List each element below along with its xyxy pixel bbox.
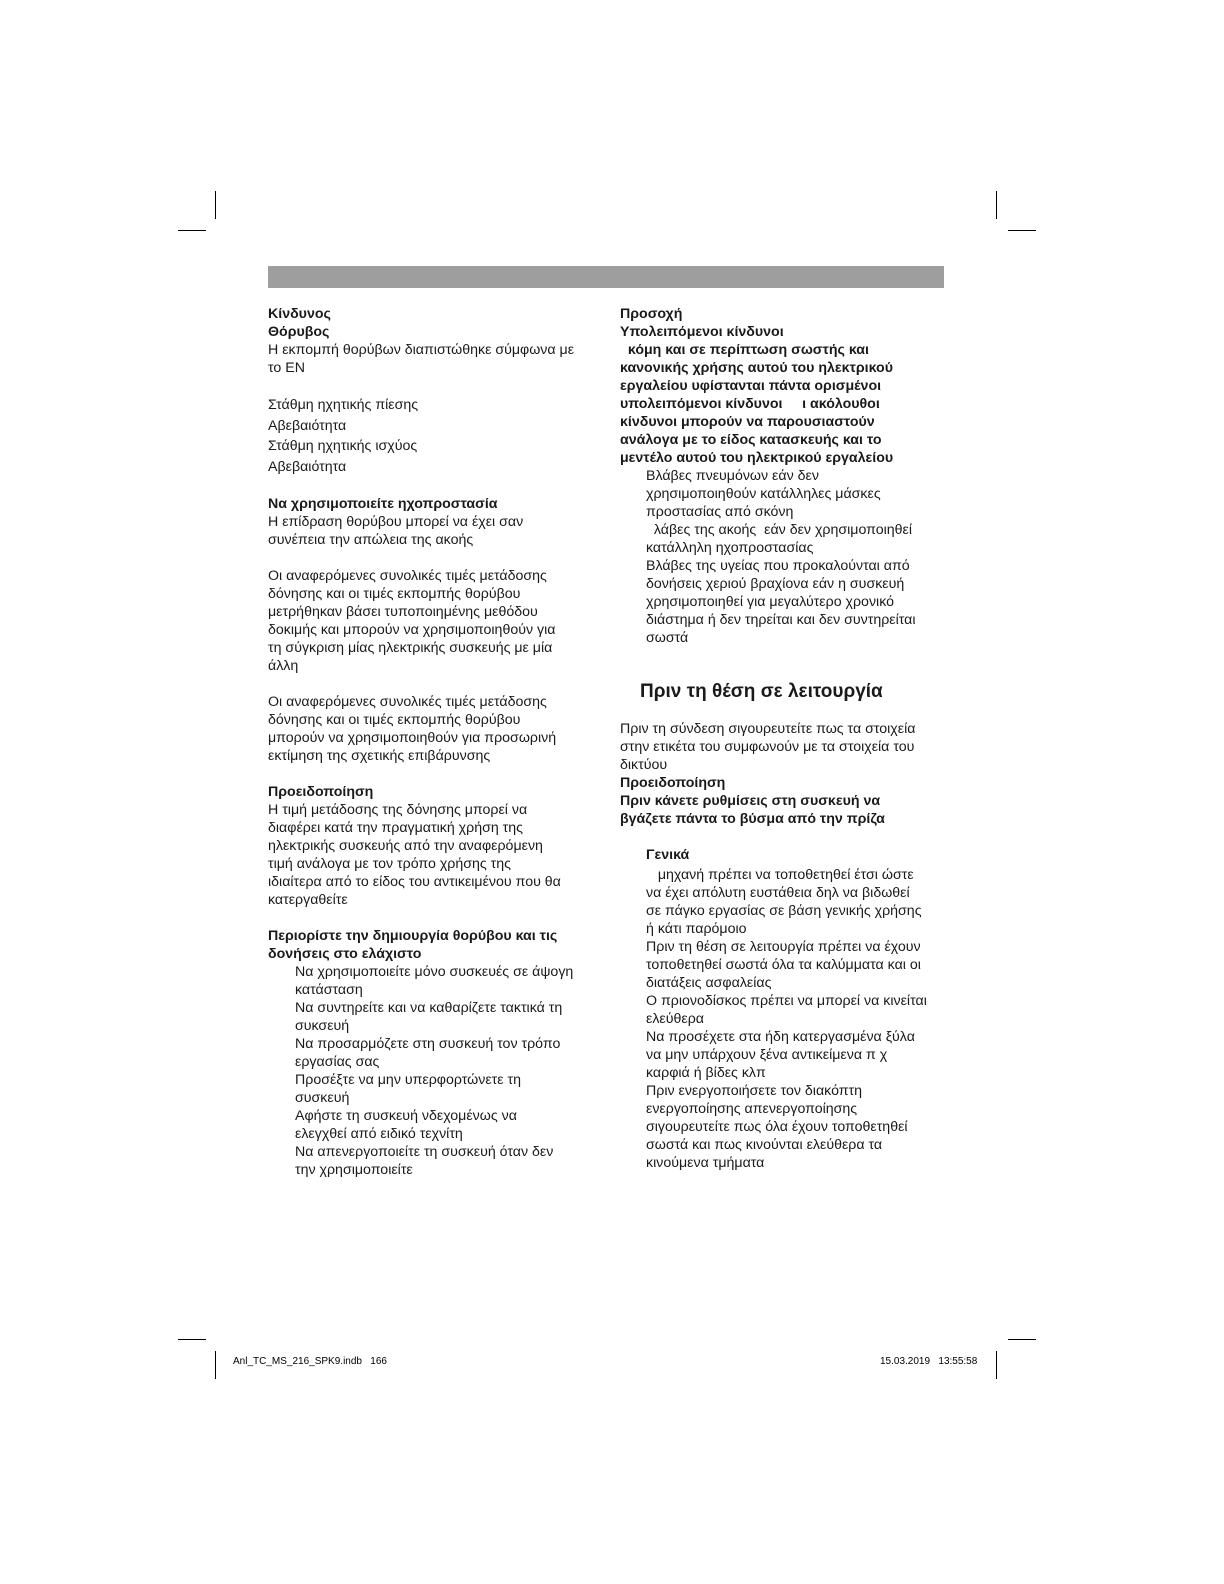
footer-datetime: 15.03.2019 13:55:58 — [880, 1356, 978, 1367]
bold-line: κίνδυνοι μπορούν να παρουσιαστούν — [620, 414, 875, 430]
text-line: δόνησης και οι τιμές εκπομπής θορύβου — [268, 586, 521, 602]
spec-label: Στάθμη ηχητικής ισχύος — [268, 438, 418, 454]
bold-line: υπολειπόμενοι κίνδυνοι ι ακόλουθοι — [620, 396, 880, 412]
list-item: κατάσταση — [295, 982, 363, 998]
crop-mark — [996, 191, 997, 219]
list-item: Να προσέχετε στα ήδη κατεργασμένα ξύλα — [646, 1029, 915, 1045]
bold-line: κανονικής χρήσης αυτού του ηλεκτρικού — [620, 360, 893, 376]
limit-heading: Περιορίστε την δημιουργία θορύβου και τις — [268, 928, 558, 944]
list-item: καρφιά ή βίδες κλπ — [646, 1065, 766, 1081]
bold-line: ανάλογα με το είδος κατασκευής και το — [620, 432, 882, 448]
list-item: σε πάγκο εργασίας σε βάση γενικής χρήσης — [646, 903, 922, 919]
warning-heading: Προειδοποίηση — [268, 784, 374, 800]
text-line: το EN — [268, 360, 305, 376]
text-line: Οι αναφερόμενες συνολικές τιμές μετάδοσης — [268, 694, 547, 710]
list-item: Βλάβες πνευμόνων εάν δεν — [646, 468, 819, 484]
list-item: μηχανή πρέπει να τοποθετηθεί έτσι ώστε — [646, 867, 914, 883]
text-line: διαφέρει κατά την πραγματική χρήση της — [268, 820, 524, 836]
right-column — [620, 305, 945, 1172]
list-item: ενεργοποίησης απενεργοποίησης — [646, 1101, 858, 1117]
text-line: εκτίμηση της σχετικής επιβάρυνσης — [268, 748, 491, 764]
list-item: συσκευή — [295, 1090, 350, 1106]
text-line: άλλη — [268, 658, 299, 674]
bold-line: Πριν κάνετε ρυθμίσεις στη συσκευή να — [620, 793, 881, 809]
list-item: να έχει απόλυτη ευστάθεια δηλ να βιδωθεί — [646, 885, 910, 901]
text-line: τιμή ανάλογα με τον τρόπο χρήσης της — [268, 856, 511, 872]
list-item: Πριν ενεργοποιήσετε τον διακόπτη — [646, 1083, 863, 1099]
list-item: Να απενεργοποιείτε τη συσκευή όταν δεν — [295, 1144, 554, 1160]
text-line: Η επίδραση θορύβου μπορεί να έχει σαν — [268, 514, 524, 530]
text-line: Πριν τη σύνδεση σιγουρευτείτε πως τα στοιχεία — [620, 721, 916, 737]
text-line: κατεργαθείτε — [268, 892, 348, 908]
list-item: διατάξεις ασφαλείας — [646, 975, 772, 991]
text-line: Η εκπομπή θορύβων διαπιστώθηκε σύμφωνα με — [268, 342, 575, 358]
danger-heading: Κίνδυνος — [268, 306, 331, 322]
text-line: δικτύου — [620, 757, 668, 773]
text-line: μετρήθηκαν βάσει τυποποιημένης μεθόδου — [268, 604, 538, 620]
list-item: διάστημα ή δεν τηρείται και δεν συντηρείται — [646, 612, 916, 628]
bold-line: μεντέλο αυτού του ηλεκτρικού εργαλείου — [620, 450, 894, 466]
list-item: λάβες της ακοής εάν δεν χρησιμοποιηθεί — [646, 522, 913, 538]
list-item: ελεγχθεί από ειδικό τεχνίτη — [295, 1126, 463, 1142]
text-line: δόνησης και οι τιμές εκπομπής θορύβου — [268, 712, 521, 728]
bold-line: εργαλείου υφίστανται πάντα ορισμένοι — [620, 378, 882, 394]
left-column — [268, 305, 598, 1179]
crop-mark — [1008, 230, 1036, 231]
spec-label: Αβεβαιότητα — [268, 458, 347, 475]
text-line: μπορούν να χρησιμοποιηθούν για προσωρινή — [268, 730, 557, 746]
list-item: χρησιμοποιηθεί για μεγαλύτερο χρονικό — [646, 594, 895, 610]
list-item: χρησιμοποιηθούν κατάλληλες μάσκες — [646, 486, 881, 502]
list-item: να μην υπάρχουν ξένα αντικείμενα π χ — [646, 1047, 888, 1063]
bold-line: κόμη και σε περίπτωση σωστής και — [620, 342, 869, 358]
text-line: Η τιμή μετάδοσης της δόνησης μπορεί να — [268, 802, 528, 818]
warning-heading: Προειδοποίηση — [620, 775, 726, 791]
list-item: ή κάτι παρόμοιο — [646, 921, 747, 937]
footer-file: Anl_TC_MS_216_SPK9.indb 166 — [233, 1356, 387, 1367]
crop-mark — [178, 230, 206, 231]
general-heading: Γενικά — [646, 847, 690, 863]
attention-heading: Προσοχή — [620, 306, 683, 322]
text-line: Οι αναφερόμενες συνολικές τιμές μετάδοσης — [268, 568, 547, 584]
list-item: Βλάβες της υγείας που προκαλούνται από — [646, 558, 910, 574]
list-item: τοποθετηθεί σωστά όλα τα καλύμματα και οι — [646, 957, 921, 973]
list-item: συκσευή — [295, 1018, 350, 1034]
list-item: κινούμενα τμήματα — [646, 1155, 765, 1171]
list-item: σωστά και πως κινούνται ελεύθερα τα — [646, 1137, 883, 1153]
spec-label: Στάθμη ηχητικής πίεσης — [268, 397, 419, 413]
spec-label: Αβεβαιότητα — [268, 417, 347, 434]
text-line: ηλεκτρικής συσκευής από την αναφερόμενη — [268, 838, 543, 854]
crop-mark — [178, 1339, 206, 1340]
list-item: Να χρησιμοποιείτε μόνο συσκευές σε άψογη — [295, 964, 574, 980]
list-item: κατάλληλη ηχοπροστασίας — [646, 540, 814, 556]
limit-list — [268, 963, 598, 1179]
list-item: Να προσαρμόζετε στη συσκευή τον τρόπο — [295, 1036, 561, 1052]
list-item: εργασίας σας — [295, 1054, 380, 1070]
list-item: ελεύθερα — [646, 1011, 704, 1027]
crop-mark — [215, 191, 216, 219]
list-item: σωστά — [646, 630, 689, 646]
crop-mark — [1008, 1339, 1036, 1340]
list-item: σιγουρευτείτε πως όλα έχουν τοποθετηθεί — [646, 1119, 908, 1135]
hearing-heading: Να χρησιμοποιείτε ηχοπροστασία — [268, 496, 498, 512]
list-item: Προσέξτε να μην υπερφορτώνετε τη — [295, 1072, 522, 1088]
section-title: Πριν τη θέση σε λειτουργία — [640, 681, 883, 702]
limit-heading: δονήσεις στο ελάχιστο — [268, 946, 422, 962]
list-item: Αφήστε τη συσκευή νδεχομένως να — [295, 1108, 517, 1124]
text-line: στην ετικέτα του συμφωνούν με τα στοιχεία του — [620, 739, 915, 755]
list-item: Πριν τη θέση σε λειτουργία πρέπει να έχουν — [646, 939, 921, 955]
residual-heading: Υπολειπόμενοι κίνδυνοι — [620, 324, 784, 340]
risk-list — [620, 467, 945, 647]
text-line: δοκιμής και μπορούν να χρησιμοποιηθούν για — [268, 622, 556, 638]
list-item: δονήσεις χεριού βραχίονα εάν η συσκευή — [646, 576, 905, 592]
list-item: προστασίας από σκόνη — [646, 504, 794, 520]
text-line: ιδιαίτερα από το είδος του αντικειμένου που θα — [268, 874, 561, 890]
list-item: Να συντηρείτε και να καθαρίζετε τακτικά τη — [295, 1000, 563, 1016]
noise-heading: Θόρυβος — [268, 324, 330, 340]
bold-line: βγάζετε πάντα το βύσμα από την πρίζα — [620, 811, 885, 827]
general-section — [620, 846, 945, 1172]
header-bar — [268, 266, 944, 288]
list-item: την χρησιμοποιείτε — [295, 1162, 413, 1178]
list-item: Ο πριονοδίσκος πρέπει να μπορεί να κινείται — [646, 993, 927, 1009]
crop-mark — [996, 1351, 997, 1379]
text-line: συνέπεια την απώλεια της ακοής — [268, 532, 474, 548]
crop-mark — [215, 1351, 216, 1379]
text-line: τη σύγκριση μίας ηλεκτρικής συσκευής με μία — [268, 640, 553, 656]
